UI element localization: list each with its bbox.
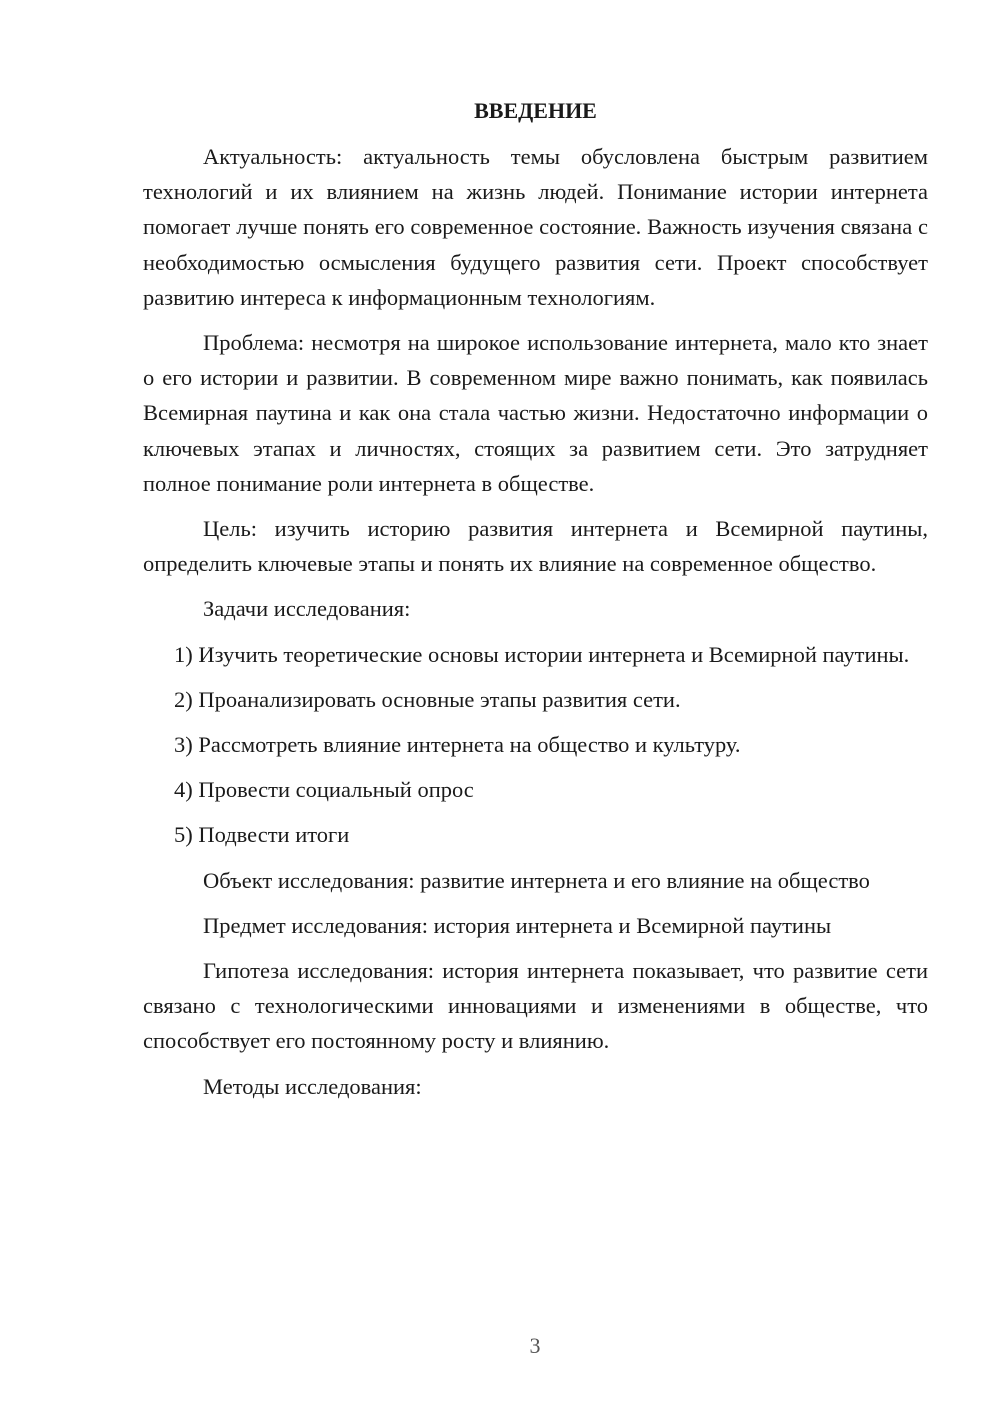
- task-item: 2) Проанализировать основные этапы развития сети.: [174, 686, 681, 712]
- page-number: 3: [529, 1333, 541, 1358]
- paragraph-goal: Цель: изучить историю развития интернета и Всемирной паутины, определить ключевые этапы и понять их влияние на современное общество.: [143, 516, 928, 577]
- paragraph-problem: Проблема: несмотря на широкое использование интернета, мало кто знает о его истории и развитии. В современном мире важно понимать, как появилась Всемирная паутина и как она стала частью жизни. Недостаточно информации о ключевых этапах и личностях, стоящих за развитием сети. Это затрудняет полное понимание роли интернета в обществе.: [143, 330, 928, 496]
- tasks-heading: Задачи исследования:: [203, 596, 411, 622]
- document-page: [143, 95, 928, 1114]
- paragraph-hypothesis: Гипотеза исследования: история интернета показывает, что развитие сети связано с технологическими инновациями и изменениями в обществе, что способствует его постоянному росту и влиянию.: [143, 958, 928, 1054]
- paragraph-subject: Предмет исследования: история интернета и Всемирной паутины: [203, 912, 832, 938]
- paragraph-object: Объект исследования: развитие интернета и его влияние на общество: [203, 867, 870, 893]
- task-item: 4) Провести социальный опрос: [174, 777, 474, 803]
- paragraph-relevance: Актуальность: актуальность темы обусловлена быстрым развитием технологий и их влиянием на жизнь людей. Понимание истории интернета помогает лучше понять его современное состояние. Важность изучения связана с необходимостью осмысления будущего развития сети. Проект способствует развитию интереса к информационным технологиям.: [143, 144, 928, 310]
- task-item: 3) Рассмотреть влияние интернета на общество и культуру.: [174, 732, 741, 758]
- task-item: 1) Изучить теоретические основы истории интернета и Всемирной паутины.: [174, 641, 910, 667]
- paragraph-methods: Методы исследования:: [203, 1073, 422, 1099]
- page-title: ВВЕДЕНИЕ: [474, 98, 597, 123]
- task-item: 5) Подвести итоги: [174, 822, 350, 848]
